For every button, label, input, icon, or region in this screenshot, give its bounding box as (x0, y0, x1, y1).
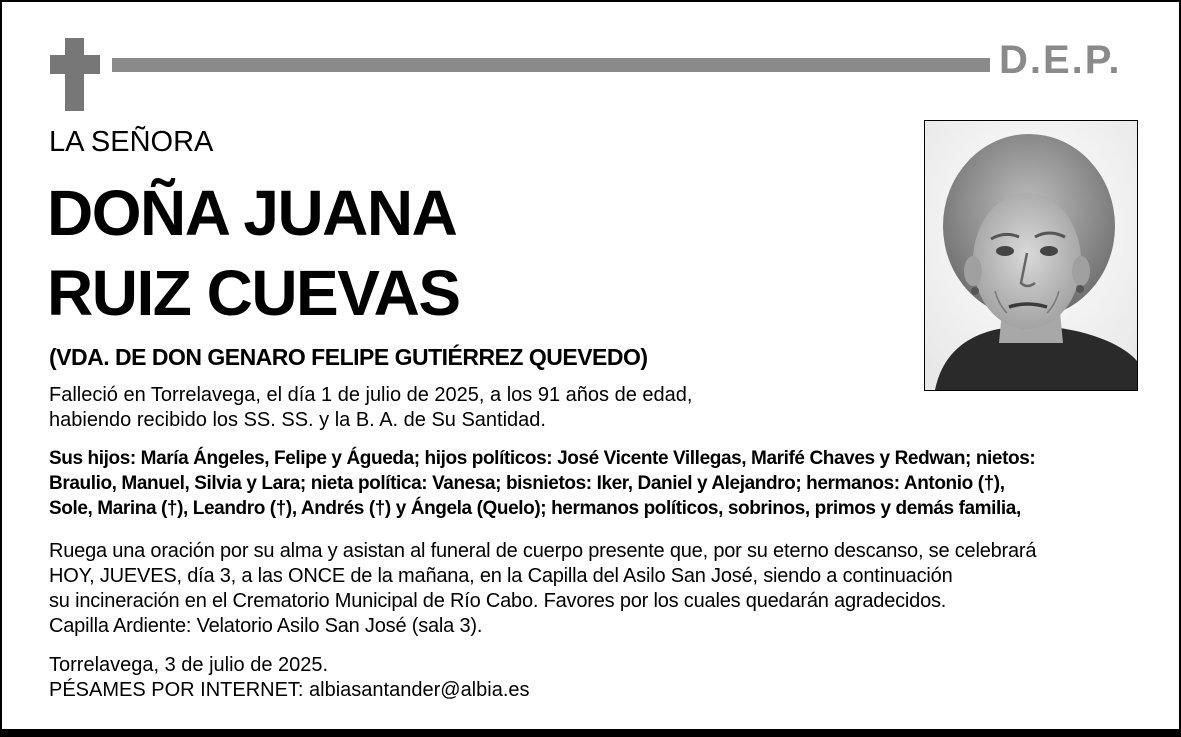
prayer-line: su incineración en el Crematorio Municipal de Río Cabo. Favores por los cuales quedarán agradecidos. (49, 590, 947, 612)
deceased-name-line-2: RUIZ CUEVAS (47, 257, 460, 329)
death-notice (49, 383, 909, 433)
portrait-photo-icon (925, 121, 1137, 390)
condolences-line: PÉSAMES POR INTERNET: albiasantander@albia.es (49, 679, 530, 701)
family-line: Braulio, Manuel, Silvia y Lara; nieta política: Vanesa; bisnietos: Iker, Daniel y Alejandro; hermanos: Antonio (†), (49, 473, 1005, 494)
widow-of-line: (VDA. DE DON GENARO FELIPE GUTIÉRREZ QUEVEDO) (49, 344, 648, 370)
family-line: Sole, Marina (†), Leandro (†), Andrés (†) y Ángela (Quelo); hermanos políticos, sobrinos, primos y demás familia, (49, 498, 1021, 519)
prayer-line: Capilla Ardiente: Velatorio Asilo San José (sala 3). (49, 615, 483, 637)
dep-label: D.E.P. (999, 38, 1122, 82)
death-line: habiendo recibido los SS. SS. y la B. A. de Su Santidad. (49, 409, 546, 431)
cross-icon (65, 38, 84, 111)
death-line: Falleció en Torrelavega, el día 1 de julio de 2025, a los 91 años de edad, (49, 384, 693, 406)
date-place-line: Torrelavega, 3 de julio de 2025. (49, 654, 329, 676)
funeral-details (49, 539, 1149, 639)
prayer-line: Ruega una oración por su alma y asistan al funeral de cuerpo presente que, por su eterno descanso, se celebrará (49, 540, 1037, 562)
prayer-line: HOY, JUEVES, día 3, a las ONCE de la mañana, en la Capilla del Asilo San José, siendo a continuación (49, 565, 953, 587)
header-rule (112, 58, 990, 72)
closing-block (49, 653, 849, 703)
family-list (49, 446, 1149, 521)
family-line: Sus hijos: María Ángeles, Felipe y Águeda; hijos políticos: José Vicente Villegas, Marifé Chaves y Redwan; nietos: (49, 448, 1036, 469)
intro-label: LA SEÑORA (49, 126, 214, 158)
portrait-photo (924, 120, 1138, 391)
deceased-name-line-1: DOÑA JUANA (47, 177, 457, 249)
cross-icon-bar (50, 55, 100, 74)
